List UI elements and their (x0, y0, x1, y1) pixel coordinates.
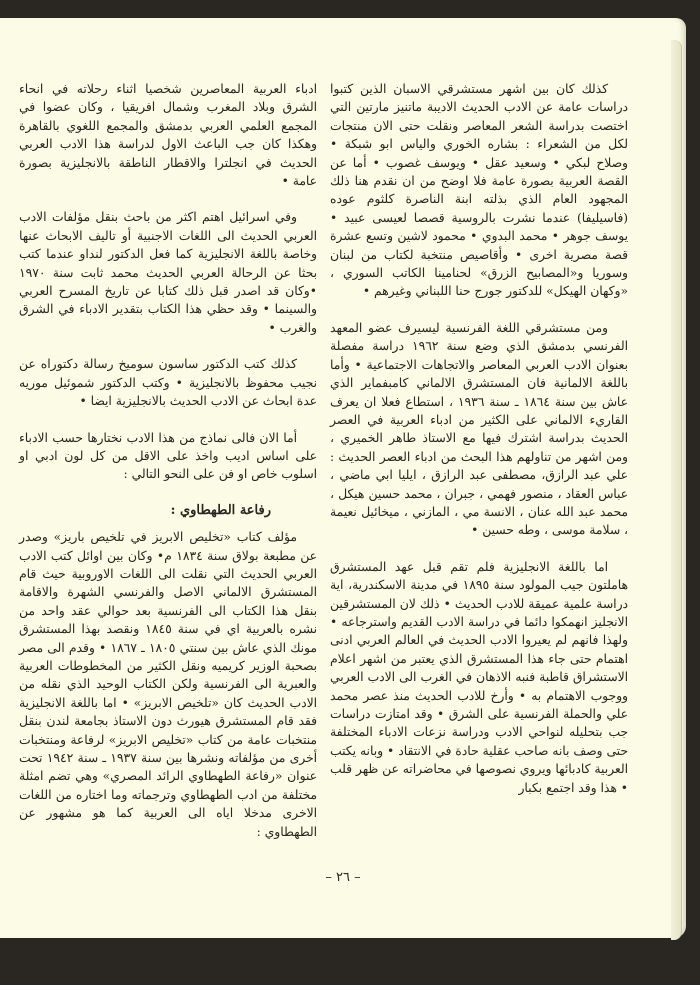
paragraph-french-german-orientalists: ومن مستشرقي اللغة الفرنسية ليسيرف عضو المعهد الفرنسي بدمشق الذي وضع سنة ١٩٦٢ دراسة مفصلة بعنوان الادب العربي المعاصر والاتجاهات الاجتماعية • وأما باللغة الالمانية فان المستشرق الالماني كامبفماير الذي عاش بين سنة ١٨٦٤ ـ سنة ١٩٣٦ ، استطاع فعلا ان يعرف القاريء الالماني على الكثير من ادباء العربية في العصر الحديث بدراسة اشترك فيها مع الاستاذ طاهر الخميري ، ومن اشهر من تناولهم هذا البحث من ادباء العصر الحديث : علي عبد الرازق، مصطفى عبد الرازق ، ايليا ابي ماضي ، عباس العقاد ، منصور فهمي ، جبران ، محمد حسين هيكل ، محمد عبد الله عنان ، الانسة مي ، المازني ، ميخائيل نعيمة ، سلامة موسى ، وطه حسين • (330, 320, 628, 538)
paragraph-tahtawi: مؤلف كتاب «تخليص الابريز في تلخيص باريز» وصدر عن مطبعة بولاق سنة ١٨٣٤ م• وكان بين اوائل كتب الادب العربي الحديث التي نقلت الى اللغات الاوروبية حيث قام المستشرق الالماني الاصل والفرنسي الشهرة والاقامة بنقل هذا الكتاب الى الفرنسية بعد حوالي عقد واحد من نشره بالعربية اي في سنة ١٨٤٥ ونقصد بهذا المستشرق مونك الذي عاش بين سنتي ١٨٠٥ ـ ١٨٦٧ • وقدم الى مصر بصحبة الوزير كريميه ونقل الكثير من المخطوطات العربية والعبرية الى الفرنسية ولكن الكتاب الوحيد الذي نقله من الادب الحديث كان «تلخيص الابريز» • اما باللغة الانجليزية فقد قام المستشرق هيورث دون الاستاذ بجامعة لندن بنقل منتخبات عامة من كتاب «تخليص الابريز» لرفاعة ومنتخبات أخرى من مؤلفاته ونشرها بين سنة ١٩٣٧ ـ سنة ١٩٤٢ تحت عنوان «رفاعة الطهطاوي الرائد المصري» وهي تضم امثلة مختلفة من ادب الطهطاوي وترجماته وما اختاره من اللغات الاخرى مدخلا اياه الى العربية كما هو مشهور عن الطهطاوي : (19, 530, 318, 839)
page-edge-stack (671, 40, 682, 940)
paragraph-english-orientalists: اما باللغة الانجليزية فلم تقم قبل عهد المستشرق هاملتون جيب المولود سنة ١٨٩٥ في مدينة الاسكندرية، اية دراسة علمية عميقة للادب الحديث • ذلك لان المستشرقين الانجليز انهمكوا دائما في دراسة الادب القديم واسترجاعه • ولهذا فانهم لم يعيروا الادب الحديث في العالم العربي ادنى اهتمام حتى جاء هذا المستشرق الذي يعتبر من اشهر اعلام الاستشراق قاطبة فنبه الاذهان في الغرب الى الادب العربي ووجوب الاهتمام به • وأرخ للادب الحديث منذ عصر محمد علي والحملة الفرنسية على الشرق • وقد امتازت دراسات جب بتحليله لنواحي الادب ودراسة نزعات الادباء المختلفة حتى وصف بانه صاحب عقلية حادة في الانتقاد • وبانه يكتب العربية كادبائها ويروي نصوصها في محاضراته عن ظهر قلب • هذا وقد اجتمع بكبار (330, 559, 628, 795)
right-column (330, 80, 628, 815)
paragraph-samples-intro: أما الان فالى نماذج من هذا الادب نختارها حسب الادباء على اساس اديب واخذ على الاقل من كل لون ادبي او اسلوب خاص او فن على النحو التالي : (19, 430, 317, 482)
left-column (19, 80, 317, 859)
paragraph-somekh-moreh: كذلك كتب الدكتور ساسون سوميخ رسالة دكتوراه عن نجيب محفوظ بالانجليزية • وكتب الدكتور شموئيل موريه عدة ابحاث عن الادب الحديث بالانجليزية ايضا • (19, 357, 317, 409)
section-heading-tahtawi: رفاعة الطهطاوي : (170, 502, 271, 518)
paragraph-spanish-orientalists: كذلك كان بين اشهر مستشرقي الاسبان الذين كتبوا دراسات عامة عن الادب الحديث الاديبة ماتنيز مارتين التي اختصت بدراسة الشعر المعاصر ونقلت حتى الان منتجات لكل من الشعراء : بشاره الخوري والياس ابو شبكة • وصلاح لبكي • وسعيد عقل • ويوسف غصوب • أما عن القصة العربية بصورة عامة فلا اوضح من ان نقدم هنا ذلك المجهود العام الذي بذلته ابنة الناصرة كلثوم عوده (فاسيليفا) عندما نشرت بالروسية قصصا لعيسى عبيد • يوسف جوهر • محمد البدوي • محمود لاشين وتسع عشرة قصة مصرية اخرى • وأقاصيص منتخبة لكتاب من لبنان وسوريا و«المصابيح الزرق» لحنامينا الكاتب السوري ، «وكهان الهيكل» للدكتور جورج حنا اللبناني وغيرهم • (330, 82, 628, 299)
book-page (0, 18, 686, 938)
page-number: – ٢٦ – (325, 870, 361, 885)
paragraph-gibb-continuation: ادباء العربية المعاصرين شخصيا اثناء رحلاته في انحاء الشرق وبلاد المغرب وشمال افريقيا ، وكان عضوا في المجمع العلمي العربي بدمشق والمجمع اللغوي بالقاهرة وهكذا كان جب الباعث الاول لدراسة هذا الادب العربي الحديث في انجلترا والاقطار الناطقة بالانجليزية بصورة عامة • (19, 82, 317, 189)
paragraph-israel-scholars: وفي اسرائيل اهتم اكثر من باحث بنقل مؤلفات الادب العربي الحديث الى اللغات الاجنبية أو تاليف الابحاث عنها وخاصة باللغة الانجليزية كما فعل الدكتور لنداو عندما كتب بحثا عن الرحالة العربي الحديث محمد ثابت سنة ١٩٧٠ •وكان قد اصدر قبل ذلك كتابا عن تاريخ المسرح العربي والسينما • وقد حظي هذا الكتاب بتقدير الادباء في الشرق والغرب • (19, 210, 317, 335)
